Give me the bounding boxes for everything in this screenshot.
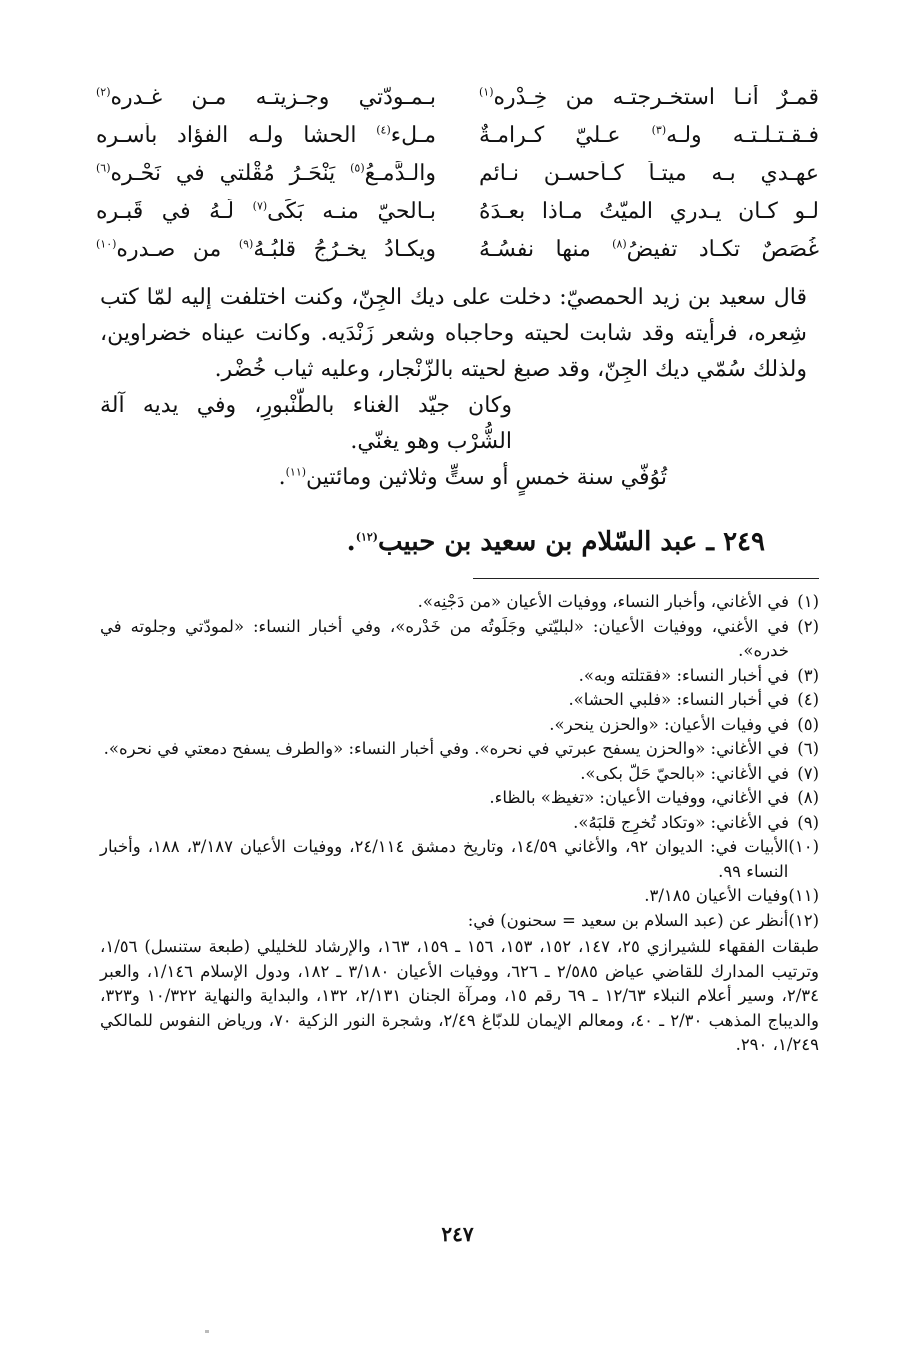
verse-2 [96,116,819,154]
hemistich-second: بـمـودّتي وجـزيتـه مـن غـدره$^{(٢)}$ [96,84,436,110]
hemistich-first: عهـدي بـه ميتـاً كـأحسـنِ نـائمٍ [479,160,819,186]
footnote-number: (٦) [797,739,819,758]
paragraph: قال سعيد بن زيد الحمصيّ: دخلت على ديك الجِنّ، وكنت اختلفت إليه لمّا كتب شِعره، فرأيته وقد شابت لحيته وحاجباه وشعر زَنْدَيه. وكانت عيناه خضراوين، ولذلك سُمّي ديك الجِنّ، وقد صبغ لحيته بالزّنْجار، وعليه ثياب خُضْر. [100,285,807,382]
footnote-number: (٣) [797,665,819,685]
footnote-ref: (١١) [285,465,307,479]
footnotes [100,590,819,1058]
hemistich-first: لـو كـان يـدري الميّتُ مـاذا بعـدَهُ [479,198,819,224]
hemistich-second: بـالحيّ منـه بَكَى$^{(٧)}$ لَـهُ في قَبـره [96,198,436,224]
footnote-number: (٩) [797,812,819,832]
footnote-ref: (١٠) [96,237,117,251]
footnote: (٥) في وفيات الأعيان: «والحزن ينحر». [100,713,819,738]
footnote-ref: (١) [479,85,494,99]
footnote-ref: (٨) [612,237,627,251]
verse-1 [96,78,819,116]
paragraph: تُوُفّي سنة خمسٍ أو ستٍّ وثلاثين ومائتين$^{(١١)}$. [278,465,667,490]
page-number: ٢٤٧ [441,1222,474,1246]
footnote-ref: (٥) [350,161,365,175]
footnote-ref: (٧) [252,199,268,213]
footnote: (٦) في الأغاني: «والحزن يسفح عبرتي في نحره». وفي أخبار النساء: «والطرف يسفح دمعتي في نحره». [100,737,819,762]
footnote-number: (٧) [797,763,819,783]
footnote-references: طبقات الفقهاء للشيرازي ٢٥، ١٤٧، ١٥٢، ١٥٣، ١٥٦ ـ ١٥٩، ١٦٣، والإرشاد للخليلي (طبعة ستنسل) ١/٥٦، وترتيب المدارك للقاضي عياض ٢/٥٨٥ ـ ٦٢٦، ووفيات الأعيان ٣/١٨٠ ـ ١٨٢، ودول الإسلام ١/١٤٦، والعبر ٢/٣٤، وسير أعلام النبلاء ١٢/٦٣ ـ ٦٩ رقم ١٥، ومرآة الجنان ٢/١٣١، ١٣٢، والبداية والنهاية ١٠/٣٢٢ و٣٢٣، والديباج المذهب ٢/٣٠ ـ ٤٠، ومعالم الإيمان للدبّاغ ٢/٤٩، وشجرة النور الزكية ٧٠، ورياض النفوس للمالكي ١/٢٤٩، ٢٩٠. [100,937,820,1054]
hemistich-second: ويكـادُ يخـرُجُ قلبُـهُ$^{(٩)}$ من صـدرِه$^{(١٠)}$ [96,236,436,262]
footnote-separator [473,578,819,579]
footnote-number: (١٠) [788,837,819,856]
hemistich-first: غُصَصٌ تكـاد تفيضُ$^{(٨)}$ منها نفسُـهُ [479,236,819,262]
footnote-ref: (١٢) [355,530,378,544]
footnote: (١) في الأغاني، وأخبار النساء، ووفيات الأعيان «من دَجْنِه». [100,590,819,615]
verse-3 [96,154,819,192]
footnote-ref: (٣) [651,123,667,137]
hemistich-second: والـدَّمـعُ$^{(٥)}$ يَنْحَـرُ مُقْلتي في نَحْـره$^{(٦)}$ [96,160,436,186]
verse-4 [96,192,819,230]
footnote: (٤) في أخبار النساء: «فلبي الحشا». [100,688,819,713]
footnote-number: (٤) [797,690,819,709]
footnote: (١١) وفيات الأعيان ٣/١٨٥. [100,884,819,909]
footnote: (١٠) الأبيات في: الديوان ٩٢، والأغاني ١٤/٥٩، وتاريخ دمشق ٢٤/١١٤، ووفيات الأعيان ٣/١٨٧، ١٨٨، وأخبار النساء ٩٩. [100,835,819,884]
paragraph: وكان جيّد الغناء بالطّنْبورِ، وفي يديه آلة الشُّرْب وهو يغنّي. [100,393,512,454]
entry-heading: ٢٤٩ ـ عبد السّلام بن سعيد بن حبيب$^{(١٢)}$. [346,527,765,557]
verse-5 [96,230,819,268]
footnote-ref: (٤) [376,123,391,137]
scan-speck [205,1330,209,1333]
footnote-number: (١٢) [788,910,819,930]
footnote: (٣) في أخبار النساء: «فقتلته وبه». [100,664,819,689]
footnote-ref: (٩) [238,237,254,251]
footnote-number: (٢) [797,616,819,636]
hemistich-first: قمـرٌ أنـا استخـرجتـه من خِـدْره$^{(١)}$ [479,84,819,110]
footnote: (٩) في الأغاني: «وتكاد تُخرِج قلبَهُ». [100,811,819,836]
footnote-ref: (٢) [96,85,111,99]
footnote: (٧) في الأغاني: «بالحيّ حَلّ بكى». [100,762,819,787]
hemistich-first: فـقـتـلـتـه ولـه$^{(٣)}$ عـليّ كـرامـةٌ [479,122,819,148]
footnote: (٢) في الأغني، ووفيات الأعيان: «لبليّتي وجَلَوتُه من خَدْره»، وفي أخبار النساء: «لمودّتي وجلوته في خدره». [100,615,819,664]
footnote-number: (٥) [797,714,819,734]
hemistich-second: مـلء$^{(٤)}$ الحشا ولـه الفؤاد بأسـره [96,122,436,148]
footnote: (٨) في الأغاني، ووفيات الأعيان: «تغيظ» بالظاء. [100,786,819,811]
footnote-number: (١) [797,592,819,611]
footnote: (١٢) أنظر عن (عبد السلام بن سعيد = سحنون) في: [100,909,819,934]
footnote-number: (٨) [797,788,819,807]
footnote-ref: (٦) [96,161,111,175]
poem [96,78,819,268]
body-text [100,280,817,496]
footnote-number: (١١) [788,886,819,905]
